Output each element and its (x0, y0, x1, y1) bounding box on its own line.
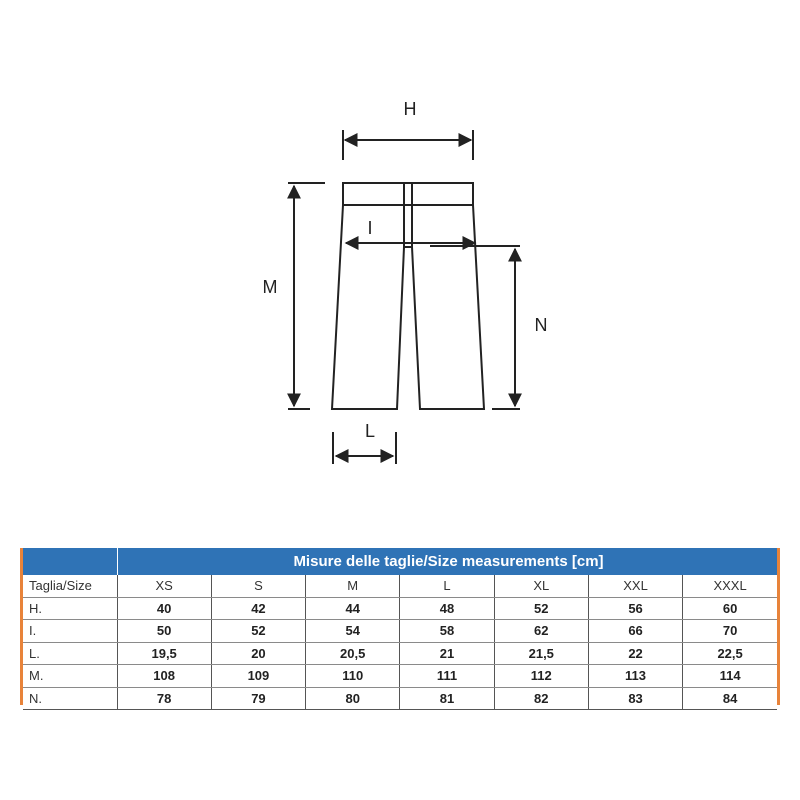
table-cell: 60 (683, 597, 777, 620)
right-accent-bar (777, 548, 780, 705)
fly-strip (404, 183, 412, 247)
size-header-row (23, 575, 777, 597)
table-cell: 22 (588, 642, 682, 665)
table-cell: 109 (211, 665, 305, 688)
size-col-header: S (211, 575, 305, 597)
table-title-bar (20, 548, 780, 575)
table-cell: 62 (494, 620, 588, 643)
table-cell: 111 (400, 665, 494, 688)
table-cell: 70 (683, 620, 777, 643)
table-cell: 22,5 (683, 642, 777, 665)
table-cell: 84 (683, 687, 777, 710)
size-col-header: M (306, 575, 400, 597)
dimension-h-label: H (403, 99, 417, 119)
size-grid (23, 575, 777, 710)
waistband (343, 183, 473, 205)
table-row (23, 665, 777, 688)
dimension-h (343, 130, 473, 160)
size-measurements-table (20, 548, 780, 705)
table-cell: 40 (117, 597, 211, 620)
table-cell: 66 (588, 620, 682, 643)
table-cell: 20,5 (306, 642, 400, 665)
table-cell: 56 (588, 597, 682, 620)
row-label: N. (23, 687, 117, 710)
table-row (23, 597, 777, 620)
size-col-header: XXXL (683, 575, 777, 597)
size-col-header: XXL (588, 575, 682, 597)
dimension-n (430, 246, 520, 409)
table-cell: 20 (211, 642, 305, 665)
dimension-m-label: M (262, 277, 278, 297)
table-cell: 108 (117, 665, 211, 688)
table-row (23, 642, 777, 665)
dimension-l-label: L (364, 421, 376, 441)
dimension-i-label: I (367, 218, 373, 238)
table-cell: 112 (494, 665, 588, 688)
dimension-m (288, 183, 325, 409)
table-cell: 52 (494, 597, 588, 620)
pants-outline (332, 183, 484, 409)
table-cell: 113 (588, 665, 682, 688)
right-leg (412, 205, 484, 409)
table-cell: 21,5 (494, 642, 588, 665)
table-cell: 44 (306, 597, 400, 620)
row-label: L. (23, 642, 117, 665)
table-cell: 79 (211, 687, 305, 710)
size-header-label: Taglia/Size (23, 575, 117, 597)
row-label: M. (23, 665, 117, 688)
table-cell: 42 (211, 597, 305, 620)
row-label: I. (23, 620, 117, 643)
table-cell: 114 (683, 665, 777, 688)
table-cell: 78 (117, 687, 211, 710)
size-col-header: XL (494, 575, 588, 597)
size-col-header: XS (117, 575, 211, 597)
table-cell: 48 (400, 597, 494, 620)
dimension-n-label: N (534, 315, 548, 335)
table-cell: 52 (211, 620, 305, 643)
table-cell: 54 (306, 620, 400, 643)
table-cell: 110 (306, 665, 400, 688)
table-cell: 21 (400, 642, 494, 665)
table-cell: 81 (400, 687, 494, 710)
table-cell: 58 (400, 620, 494, 643)
table-row (23, 620, 777, 643)
table-cell: 83 (588, 687, 682, 710)
table-cell: 80 (306, 687, 400, 710)
table-cell: 82 (494, 687, 588, 710)
size-col-header: L (400, 575, 494, 597)
table-cell: 19,5 (117, 642, 211, 665)
table-title: Misure delle taglie/Size measurements [cm] (293, 553, 604, 570)
row-label: H. (23, 597, 117, 620)
table-row (23, 687, 777, 710)
table-cell: 50 (117, 620, 211, 643)
